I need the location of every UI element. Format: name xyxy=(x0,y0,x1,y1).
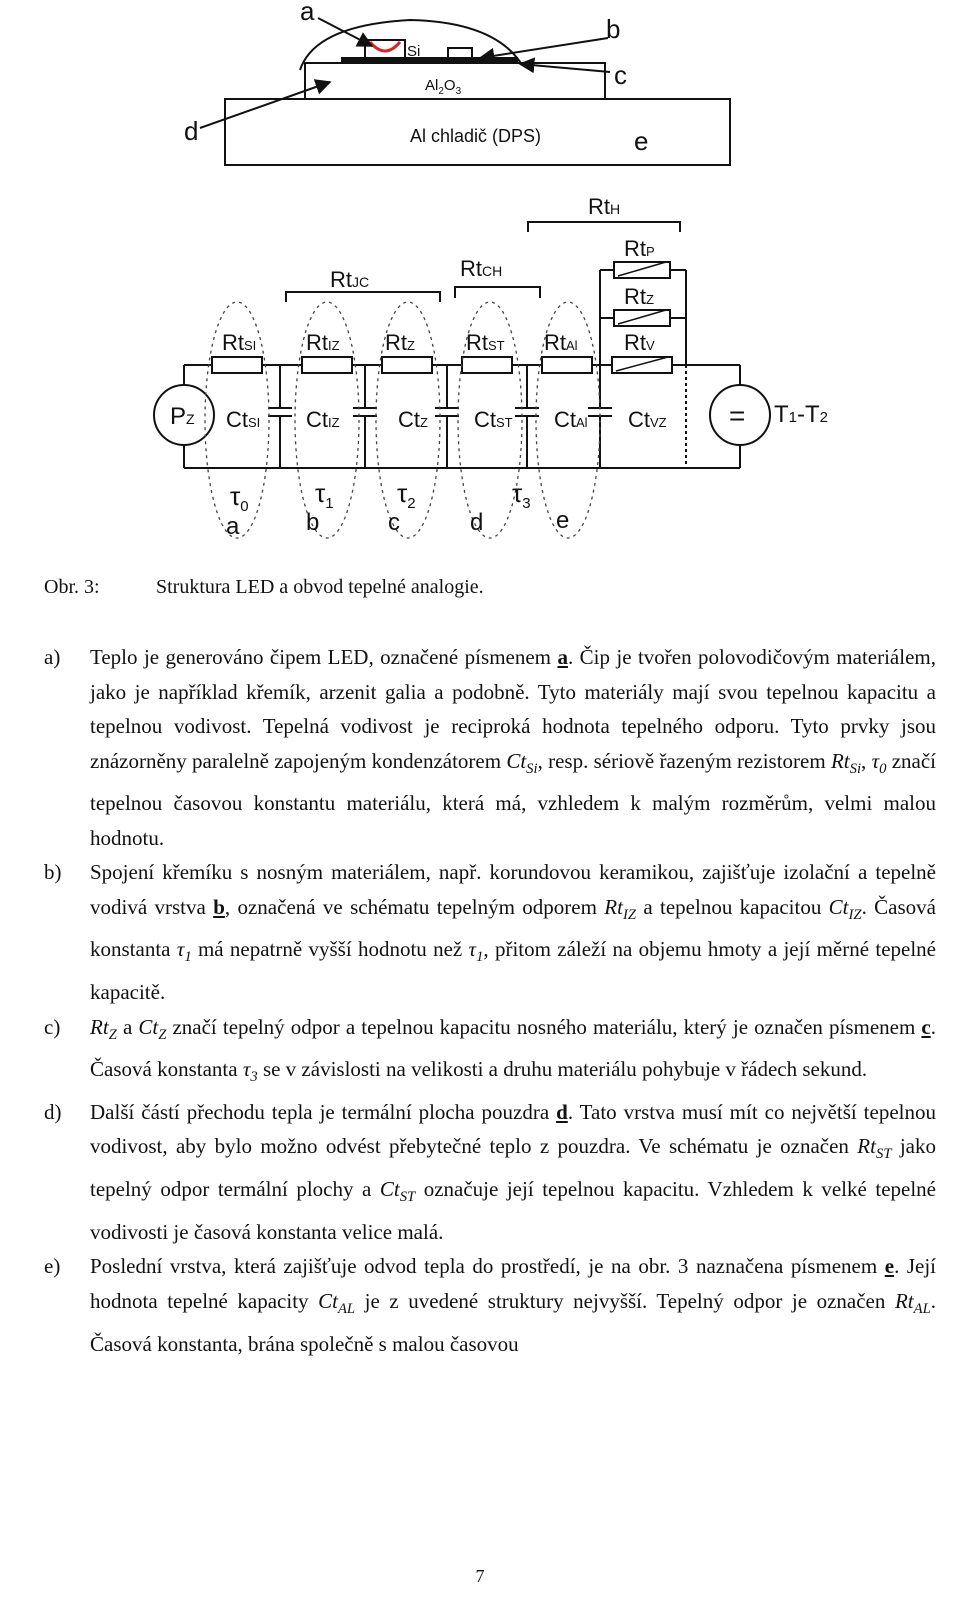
item-marker: e) xyxy=(44,1254,61,1279)
chip-contact xyxy=(448,48,472,58)
item-marker: d) xyxy=(44,1099,62,1124)
label-rt-z: RtZ xyxy=(385,330,415,355)
list-item-e: e) Poslední vrstva, která zajišťuje odvod tepla do prostředí, je na obr. 3 naznačena písmenem e. Její hodnota tepelné kapacity $Ct_{AL}$ je z uvedené struktury nejvyšší. Tepelný odpor je označen $Rt_{AL}$. Časová konstanta, brána společně s malou časovou xyxy=(44,1249,936,1361)
label-ct-al: CtAl xyxy=(554,407,588,432)
label-rt-hz: RtZ xyxy=(624,284,654,309)
sink-symbol: = xyxy=(729,400,746,431)
item-marker: c) xyxy=(44,1014,61,1039)
label-ct-st: CtST xyxy=(474,407,513,432)
led-structure-and-thermal-circuit-figure xyxy=(0,0,960,560)
label-rt-al: RtAl xyxy=(544,330,578,355)
label-ct-z: CtZ xyxy=(398,407,428,432)
bottom-letter-b: b xyxy=(306,509,320,536)
label-ct-iz: CtIZ xyxy=(306,407,340,432)
tau-3: $\tau_3$ xyxy=(512,478,531,512)
tau-0: $\tau_0$ xyxy=(230,481,249,515)
caption-label: Obr. 3: xyxy=(44,576,100,598)
layer-description-list xyxy=(44,640,936,1361)
bottom-letter-c: c xyxy=(388,509,400,536)
resistor-rt-st xyxy=(462,357,512,373)
rt-jc-label: RtJC xyxy=(330,267,370,292)
tau-1: $\tau_1$ xyxy=(315,478,334,512)
list-item-d: d) Další částí přechodu tepla je termální plocha pouzdra d. Tato vrstva musí mít co největší tepelnou vodivost, aby bylo možno odvést přebytečné teplo z pouzdra. Ve schématu je označen $Rt_{ST}$ jako tepelný odpor termální plochy a $Ct_{ST}$ označuje její tepelnou kapacitu. Vzhledem k velké tepelné vodivosti je časová konstanta velice malá. xyxy=(44,1095,936,1249)
letter-b: b xyxy=(606,14,621,44)
resistor-rt-iz xyxy=(302,357,352,373)
bottom-letter-a: a xyxy=(226,513,240,540)
bottom-letter-d: d xyxy=(470,509,484,536)
letter-c: c xyxy=(614,60,627,90)
label-rt-si: RtSI xyxy=(222,330,257,355)
source-pz-label: PZ xyxy=(170,403,195,430)
list-item-b: b) Spojení křemíku s nosným materiálem, např. korundovou keramikou, zajišťuje izolační a tepelně vodivá vrstva b, označená ve schématu tepelným odporem $Rt_{IZ}$ a tepelnou kapacitou $Ct_{IZ}$. Časová konstanta $\tau_1$ má nepatrně vyšší hodnotu než $\tau_1$, přitom záleží na objemu hmoty a její měrné tepelné kapacitě. xyxy=(44,855,936,1009)
label-rt-p: RtP xyxy=(624,236,655,261)
substrate-label: $Al_2O_3$ xyxy=(425,77,462,97)
resistor-rt-p xyxy=(614,262,670,278)
resistor-rt-si xyxy=(212,357,262,373)
list-item-a: a) Teplo je generováno čipem LED, označené písmenem a. Čip je tvořen polovodičovým materiálem, jako je například křemík, arzenit galia a podobně. Tyto materiály mají svou tepelnou kapacitu a tepelnou vodivost. Tepelná vodivost je reciproká hodnota tepelného odporu. Tyto prvky jsou znázorněny paralelně zapojeným kondenzátorem $Ct_{Si}$, resp. sériově řazeným rezistorem $Rt_{Si}$, $\tau_0$ značí tepelnou časovou konstantu materiálu, která má, vzhledem k malým rozměrům, velmi malou hodnotu. xyxy=(44,640,936,855)
page-number: 7 xyxy=(475,1566,485,1586)
list-item-c: c) $Rt_Z$ a $Ct_Z$ značí tepelný odpor a tepelnou kapacitu nosného materiálu, který je označen písmenem c. Časová konstanta $\tau_3$ se v závislosti na velikosti a druhu materiálu pohybuje v řádech sekund. xyxy=(44,1010,936,1095)
letter-d: d xyxy=(184,116,199,146)
rt-h-label: RtH xyxy=(588,194,621,219)
resistor-rt-al xyxy=(542,357,592,373)
label-ct-vz: CtVZ xyxy=(628,407,667,432)
item-marker: b) xyxy=(44,860,62,885)
tau-2: $\tau_2$ xyxy=(397,478,416,512)
bottom-letter-e: e xyxy=(556,507,570,534)
letter-e: e xyxy=(634,126,649,156)
caption-text: Struktura LED a obvod tepelné analogie. xyxy=(156,576,484,598)
label-ct-si: CtSI xyxy=(226,407,261,432)
sink-temperature-label: T1-T2 xyxy=(774,401,829,428)
resistor-rt-v xyxy=(612,357,672,373)
item-marker: a) xyxy=(44,645,61,669)
rt-ch-label: RtCH xyxy=(460,256,503,281)
label-rt-st: RtST xyxy=(466,330,505,355)
letter-a: a xyxy=(300,0,315,26)
heatsink-label: Al chladič (DPS) xyxy=(410,126,542,146)
si-chip-label: Si xyxy=(407,43,421,60)
resistor-rt-hz xyxy=(614,310,670,326)
label-rt-v: RtV xyxy=(624,330,655,355)
label-rt-iz: RtIZ xyxy=(306,330,340,355)
resistor-rt-z xyxy=(382,357,432,373)
